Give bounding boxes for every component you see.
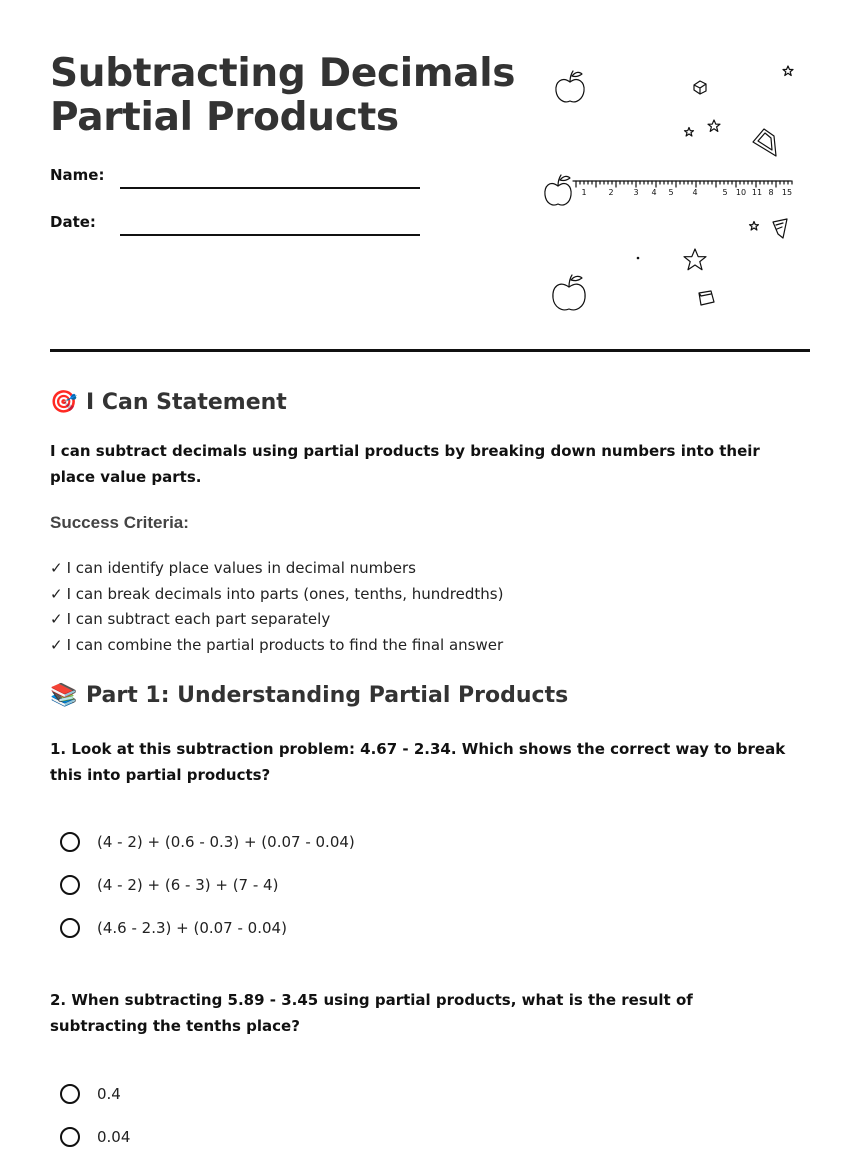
i-can-heading: [50, 390, 287, 415]
answer-option[interactable]: [60, 906, 355, 949]
option-label: (4.6 - 2.3) + (0.07 - 0.04): [97, 918, 287, 937]
pencil-icon: [753, 129, 776, 156]
school-clipart: [543, 60, 803, 315]
check-icon: ✓: [50, 610, 63, 628]
option-label: 0.04: [97, 1127, 131, 1146]
criteria-item: [50, 607, 503, 633]
ruler-number: 5: [668, 188, 674, 197]
radio-button[interactable]: [60, 875, 80, 895]
star-icon: [684, 249, 706, 270]
i-can-statement: I can subtract decimals using partial products by breaking down numbers into their place value parts.: [50, 442, 760, 486]
date-label: Date:: [50, 213, 96, 231]
criteria-text: I can subtract each part separately: [66, 610, 331, 628]
header-divider: [50, 349, 810, 352]
part1-heading-text: Part 1: Understanding Partial Products: [86, 683, 569, 708]
answer-option[interactable]: [60, 1072, 130, 1115]
ruler-number: 4: [651, 188, 657, 197]
criteria-text: I can identify place values in decimal numbers: [66, 559, 417, 577]
worksheet-title: [50, 52, 515, 140]
star-icon: [750, 222, 759, 231]
apple-icon: [556, 71, 584, 102]
criteria-item: [50, 633, 503, 659]
eraser-icon: [694, 81, 706, 94]
check-icon: ✓: [50, 584, 63, 603]
check-icon: ✓: [50, 635, 63, 654]
answer-option[interactable]: [60, 820, 355, 863]
success-criteria-list: [50, 556, 503, 658]
star-icon: [685, 128, 694, 137]
ruler-number: 4: [692, 188, 698, 197]
i-can-heading-text: I Can Statement: [86, 390, 287, 415]
ruler-number: 10: [735, 188, 747, 197]
star-icon: [783, 66, 793, 76]
criteria-text: I can break decimals into parts (ones, tenths, hundredths): [66, 584, 504, 603]
check-icon: ✓: [50, 559, 63, 577]
option-label: (4 - 2) + (0.6 - 0.3) + (0.07 - 0.04): [97, 832, 355, 851]
answer-option[interactable]: [60, 1115, 130, 1158]
ruler-number: 3: [633, 188, 639, 197]
eraser-icon: [699, 291, 714, 305]
ruler-number: 11: [751, 188, 763, 197]
date-field[interactable]: [120, 234, 420, 236]
answer-option[interactable]: [60, 863, 355, 906]
ruler-number: 5: [722, 188, 728, 197]
ruler-number: 1: [581, 188, 587, 197]
radio-button[interactable]: [60, 1084, 80, 1104]
criteria-item: [50, 556, 503, 582]
radio-button[interactable]: [60, 918, 80, 938]
question-1-options: [60, 820, 355, 949]
apple-icon: [545, 175, 571, 205]
apple-icon: [553, 275, 585, 310]
ruler-icon: [573, 181, 792, 187]
radio-button[interactable]: [60, 1127, 80, 1147]
question-1: 1. Look at this subtraction problem: 4.67 - 2.34. Which shows the correct way to break this into partial products?: [50, 740, 786, 784]
name-label: Name:: [50, 166, 105, 184]
pencil-icon: [773, 219, 787, 238]
option-label: 0.4: [97, 1084, 121, 1103]
target-icon: 🎯: [50, 390, 78, 415]
option-label: (4 - 2) + (6 - 3) + (7 - 4): [97, 875, 279, 894]
books-icon: 📚: [50, 683, 78, 708]
question-2-options: [60, 1072, 130, 1158]
ruler-number: 15: [781, 188, 793, 197]
success-criteria-heading: Success Criteria:: [50, 513, 189, 532]
star-icon: [708, 120, 720, 131]
ruler-number: 8: [768, 188, 774, 197]
title-line-2: Partial Products: [50, 95, 399, 140]
criteria-item: [50, 582, 503, 608]
question-2: 2. When subtracting 5.89 - 3.45 using partial products, what is the result of subtracting the tenths place?: [50, 991, 693, 1035]
criteria-text: I can combine the partial products to find the final answer: [66, 635, 504, 654]
radio-button[interactable]: [60, 832, 80, 852]
part1-heading: [50, 683, 568, 708]
ruler-number: 2: [608, 188, 614, 197]
name-field[interactable]: [120, 187, 420, 189]
title-line-1: Subtracting Decimals: [50, 51, 516, 96]
